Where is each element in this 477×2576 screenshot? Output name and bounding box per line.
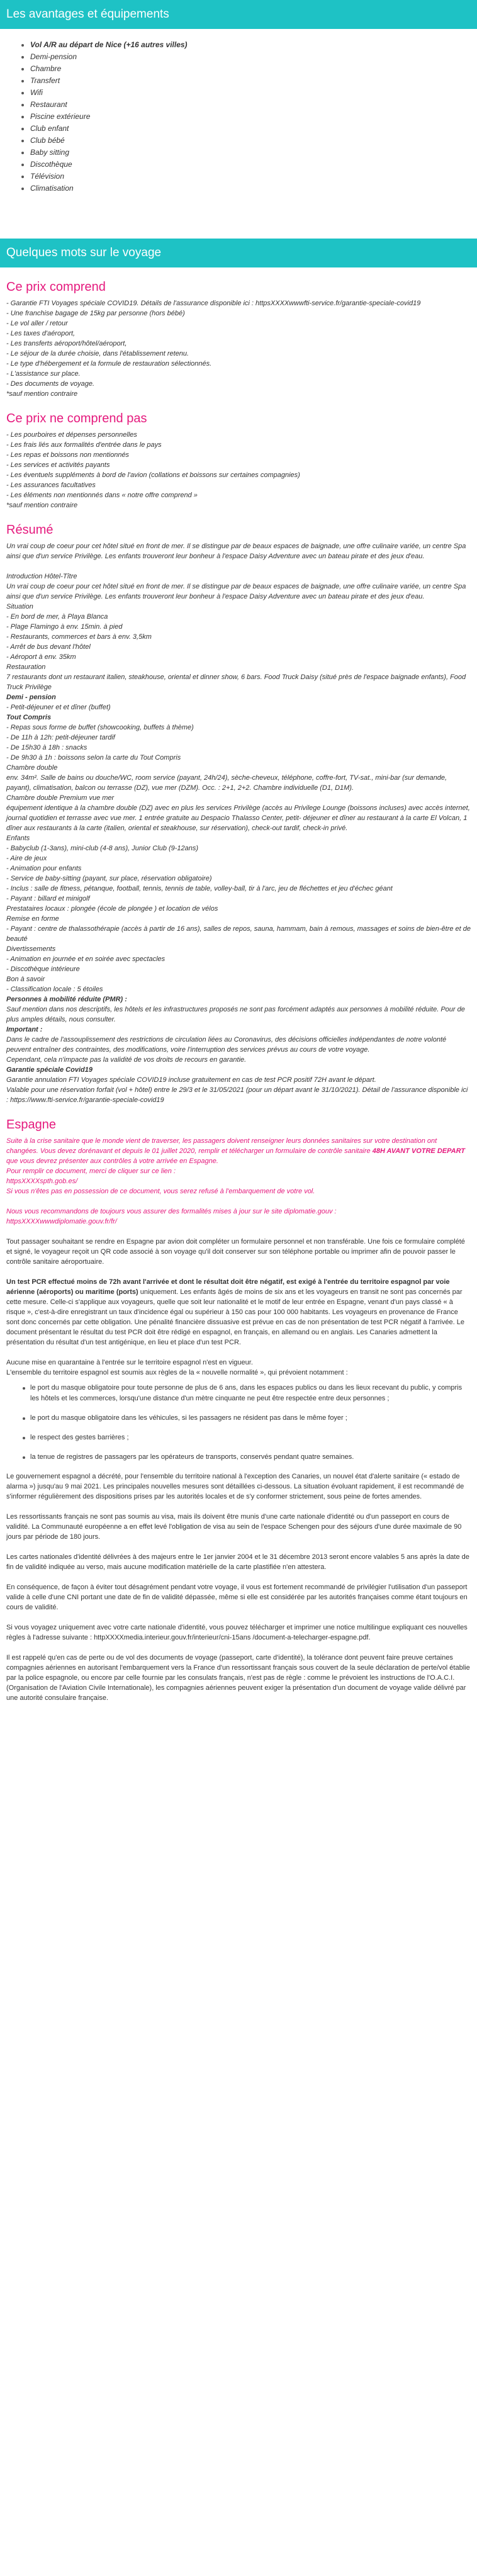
detail-line: Sauf mention dans nos descriptifs, les hôtels et les infrastructures proposés ne sont pas forcément adaptés aux personnes à mobilité réduite. Pour de plus amples détails, nous consulter. — [6, 1006, 465, 1023]
espagne-title: Espagne — [6, 1118, 56, 1132]
noncompris-item: - Les services et activités payants — [6, 461, 110, 469]
detail-line: - Babyclub (1-3ans), mini-club (4-8 ans), Junior Club (9-12ans) — [6, 845, 199, 852]
detail-line: 7 restaurants dont un restaurant italien, steakhouse, oriental et dinner show, 6 bars. Food Truck Daisy (situé près de l'espace baignade enfants), Food Truck Privilège — [6, 673, 466, 691]
espagne-p2-bold: Un test PCR effectué moins de 72h avant l'arrivée et dont le résultat doit être négatif, est exigé à l'entrée du territoire espagnol par voie aérienne (aéroports) ou maritime (ports) — [6, 1278, 450, 1296]
features-banner: Les avantages et équipements — [0, 0, 477, 29]
detail-line: - Classification locale : 5 étoiles — [6, 986, 103, 993]
detail-line: Un vrai coup de coeur pour cet hôtel situé en front de mer. Il se distingue par de beaux espaces de baignade, une offre culinaire variée, un centre Spa ainsi que d'un service Privilège. Les enfants trouveront leur bonheur à l'espace Daisy Adventure avec un bateau pirate et des jeux d'eau. — [6, 583, 466, 600]
detail-line: - De 9h30 à 1h : boissons selon la carte du Tout Compris — [6, 754, 181, 762]
espagne-alert: Suite à la crise sanitaire que le monde vient de traverser, les passagers doivent renseigner leurs données sanitaires sur votre destination ont changées. Vous devez dorénavant et depuis le 01 juillet 2020, remplir et télécharger un formulaire de contrôle sanitaire 48H AVANT VOTRE DEPART que vous devrez présenter aux contrôles à votre arrivée en Espagne. — [6, 1137, 466, 1165]
feature-item: Climatisation — [30, 183, 477, 194]
detail-line: - Payant : centre de thalassothérapie (accès à partir de 16 ans), salles de repos, sauna, hammam, bain à remous, massages et soins de bien-être et de beauté — [6, 925, 471, 943]
feature-item: Demi-pension — [30, 51, 477, 63]
detail-line: Introduction Hôtel-Tître — [6, 573, 77, 580]
feature-item: Club bébé — [30, 135, 477, 147]
compris-item: - Les taxes d'aéroport, — [6, 330, 76, 337]
rule-item: le port du masque obligatoire dans les véhicules, si les passagers ne résident pas dans le même foyer ; — [30, 1413, 471, 1424]
voyage-banner: Quelques mots sur le voyage — [0, 239, 477, 267]
noncompris-item: - Les assurances facultatives — [6, 481, 96, 489]
espagne-p9: Si vous voyagez uniquement avec votre carte nationale d'identité, vous pouvez télécharger et imprimer une notice multilingue expliquant ces nouvelles règles à l'adresse suivante : httpXXXXmedia.interieur.gouv.fr/interieur/cni-15ans /document-a-telecharger-espagne.pdf. — [6, 1624, 468, 1641]
compris-item: - Le vol aller / retour — [6, 320, 68, 327]
compris-title: Ce prix comprend — [6, 280, 106, 294]
feature-item: Club enfant — [30, 123, 477, 135]
feature-item: Restaurant — [30, 99, 477, 111]
feature-item: Transfert — [30, 75, 477, 87]
detail-line: Important : — [6, 1026, 43, 1033]
diplomatie-intro: Nous vous recommandons de toujours vous assurer des formalités mises à jour sur le site diplomatie.gouv : — [6, 1208, 337, 1215]
compris-item: - Des documents de voyage. — [6, 380, 95, 388]
noncompris-title: Ce prix ne comprend pas — [6, 412, 147, 425]
detail-line: équipement identique à la chambre double (DZ) avec en plus les services Privilège (accès au Privilege Lounge (boissons incluses) avec accès internet, journal quotidien et terrasse avec vue mer. 1 entrée gratuite au Despacio Thalasso Center, petit- déjeuner et dîner au restaurant à la carte El Volcan, 1 dîner aux restaurants à la carte (italien, oriental et steakhouse, sur réservation), check-out tardif, check-in privé. — [6, 804, 470, 832]
espagne-p7: Les cartes nationales d'identité délivrées à des majeurs entre le 1er janvier 2004 et le 31 décembre 2013 seront encore valables 5 ans après la date de fin de validité indiquée au verso, mais aucune modification matérielle de la carte plastifiée n'en attestera. — [6, 1553, 469, 1571]
espagne-p10: Il est rappelé qu'en cas de perte ou de vol des documents de voyage (passeport, carte d'identité), la tolérance dont peuvent faire preuve certaines compagnies aériennes en autorisant l'embarquement vers la France d'un ressortissant français sous couvert de la seule déclaration de perte/vol établie par la police espagnole, ou encore par celle fournie par les consulats français, n'est pas de règle : comme le prévoient les instructions de l'O.A.C.I. (Organisation de l'Aviation Civile Internationale), les compagnies aériennes peuvent exiger la présentation d'un document de voyage valide délivré par une autorité consulaire française. — [6, 1654, 470, 1702]
detail-line: Prestataires locaux : plongée (école de plongée ) et location de vélos — [6, 905, 218, 913]
features-section — [0, 29, 477, 201]
detail-line: - Aire de jeux — [6, 855, 47, 862]
compris-list — [6, 298, 471, 399]
detail-line: - De 11h à 12h: petit-déjeuner tardif — [6, 734, 115, 741]
compris-item: - Une franchise bagage de 15kg par personne (hors bébé) — [6, 310, 185, 317]
espagne-warning: Si vous n'êtes pas en possession de ce document, vous serez refusé à l'embarquement de votre vol. — [6, 1188, 315, 1195]
feature-item: Télévision — [30, 171, 477, 183]
noncompris-item: - Les pourboires et dépenses personnelles — [6, 431, 137, 439]
detail-line: Chambre double — [6, 764, 58, 772]
espagne-alert-bold: 48H AVANT VOTRE DEPART — [372, 1147, 466, 1155]
detail-line: Dans le cadre de l'assouplissement des restrictions de circulation liées au Coronavirus, des décisions officielles indépendantes de notre volonté peuvent entraîner des contraintes, des modifications, voire l'interruption des services prévus au cours de votre voyage. — [6, 1036, 447, 1054]
espagne-p5: Le gouvernement espagnol a décrété, pour l'ensemble du territoire national à l'exception des Canaries, un nouvel état d'alerte sanitaire (« estado de alarma ») jusqu'au 9 mai 2021. Les principales nouvelles mesures sont détaillées ci-dessous. La situation évoluant rapidement, il est recommandé de s'informer régulièrement des dispositions prises par les autorités locales et de s'y conformer strictement, sous peine de fortes amendes. — [6, 1473, 464, 1500]
detail-line: - De 15h30 à 18h : snacks — [6, 744, 87, 751]
detail-line: Garantie annulation FTI Voyages spéciale COVID19 incluse gratuitement en cas de test PCR positif 72H avant le départ. — [6, 1076, 376, 1084]
compris-item: - Garantie FTI Voyages spéciale COVID19. Détails de l'assurance disponible ici : httpsXXXXwwwfti-service.fr/garantie-speciale-covid19 — [6, 300, 421, 307]
detail-line: Tout Compris — [6, 714, 52, 721]
espagne-p3: Aucune mise en quarantaine à l'entrée sur le territoire espagnol n'est en vigueur. — [6, 1359, 253, 1366]
resume-text: Un vrai coup de coeur pour cet hôtel situé en front de mer. Il se distingue par de beaux espaces de baignade, une offre culinaire variée, un centre Spa ainsi que d'un service Privilège. Les enfants trouveront leur bonheur à l'espace Daisy Adventure avec un bateau pirate et des jeux d'eau. — [6, 543, 466, 560]
detail-line: - Restaurants, commerces et bars à env. 3,5km — [6, 633, 152, 641]
compris-item: - Les transferts aéroport/hôtel/aéroport, — [6, 340, 127, 347]
voyage-section — [0, 280, 477, 1703]
details-list — [6, 571, 471, 1105]
detail-line: - Animation en journée et en soirée avec spectacles — [6, 955, 166, 963]
compris-item: - L'assistance sur place. — [6, 370, 81, 378]
detail-line: - Arrêt de bus devant l'hôtel — [6, 643, 91, 651]
detail-line: - Service de baby-sitting (payant, sur place, réservation obligatoire) — [6, 875, 212, 882]
diplomatie-link[interactable]: httpsXXXXwwwdiplomatie.gouv.fr/fr/ — [6, 1218, 117, 1225]
detail-line: Restauration — [6, 663, 46, 671]
noncompris-item: - Les éventuels suppléments à bord de l'avion (collations et boissons sur certaines compagnies) — [6, 471, 300, 479]
detail-line: - Petit-déjeuner et et dîner (buffet) — [6, 704, 111, 711]
rule-item: la tenue de registres de passagers par les opérateurs de transports, conservés pendant quatre semaines. — [30, 1452, 471, 1463]
feature-item: Wifi — [30, 87, 477, 99]
detail-line: Bon à savoir — [6, 976, 45, 983]
detail-line: Remise en forme — [6, 915, 59, 923]
noncompris-item: *sauf mention contraire — [6, 502, 78, 509]
feature-item: Piscine extérieure — [30, 111, 477, 123]
detail-line: env. 34m². Salle de bains ou douche/WC, room service (payant, 24h/24), sèche-cheveux, téléphone, coffre-fort, TV-sat., mini-bar (sur demande, payant), climatisation, balcon ou terrasse (DZ), vue mer (DZM). Occ. : 2+1, 2+2. Chambre individuelle (D1, D1M). — [6, 774, 447, 792]
compris-item: - Le séjour de la durée choisie, dans l'établissement retenu. — [6, 350, 189, 357]
detail-line: Demi - pension — [6, 694, 56, 701]
detail-line: - En bord de mer, à Playa Blanca — [6, 613, 108, 621]
feature-item: Baby sitting — [30, 147, 477, 159]
espagne-link-intro: Pour remplir ce document, merci de cliquer sur ce lien : — [6, 1167, 176, 1175]
noncompris-list — [6, 430, 471, 510]
detail-line: - Plage Flamingo à env. 15min. à pied — [6, 623, 123, 631]
espagne-link[interactable]: httpsXXXXspth.gob.es/ — [6, 1178, 78, 1185]
detail-line: - Aéroport à env. 35km — [6, 653, 76, 661]
detail-line: Cependant, cela n'impacte pas la validité de vos droits de recours en garantie. — [6, 1056, 247, 1064]
espagne-p1: Tout passager souhaitant se rendre en Espagne par avion doit compléter un formulaire personnel et non transférable. Une fois ce formulaire complété et signé, le voyageur reçoit un QR code associé à son voyage qu'il doit conserver sur son téléphone portable ou imprimer afin de pouvoir passer le contrôle sanitaire aéroportuaire. — [6, 1238, 465, 1266]
espagne-p2: Un test PCR effectué moins de 72h avant l'arrivée et dont le résultat doit être négatif, est exigé à l'entrée du territoire espagnol par voie aérienne (aéroports) ou maritime (ports) uniquement. Les enfants âgés de moins de six ans et les voyageurs en transit ne sont pas concernés par cette mesure. Celle-ci s'applique aux voyageurs, quelle que soit leur nationalité et le motif de leur entrée en Espagne, venant d'un pays classé « à risque », c'est-à-dire enregistrant un taux d'incidence égal ou supérieur à 150 cas pour 100 000 habitants. Les voyageurs en provenance de France sont donc concernés par cette obligation. Une pénalité financière dissuasive est prévue en cas de non présentation de test PCR négatif à l'arrivée. Le document présentant le résultat du test PCR doit être rédigé en espagnol, en français, en allemand ou en anglais. Les Canaries admettent la présentation du résultat d'un test antigénique, en lieu et place d'un test PCR. — [6, 1278, 464, 1346]
detail-line: - Discothèque intérieure — [6, 965, 80, 973]
detail-line: Divertissements — [6, 945, 56, 953]
detail-line: - Inclus : salle de fitness, pétanque, football, tennis, tennis de table, volley-ball, tir à l'arc, jeu de fléchettes et jeu d'échec géant — [6, 885, 393, 892]
detail-line: - Animation pour enfants — [6, 865, 82, 872]
rule-item: le respect des gestes barrières ; — [30, 1432, 471, 1443]
feature-item: Chambre — [30, 63, 477, 75]
detail-line: Personnes à mobilité réduite (PMR) : — [6, 996, 127, 1003]
feature-item: Vol A/R au départ de Nice (+16 autres villes) — [30, 39, 477, 51]
detail-line: Enfants — [6, 835, 30, 842]
espagne-p6: Les ressortissants français ne sont pas soumis au visa, mais ils doivent être munis d'une carte nationale d'identité ou d'un passeport en cours de validité. La Communauté européenne a en effet levé l'obligation de visa au sein de l'espace Schengen pour des séjours d'une durée maximale de 90 jours par période de 180 jours. — [6, 1513, 462, 1541]
rule-item: le port du masque obligatoire pour toute personne de plus de 6 ans, dans les espaces publics ou dans les lieux recevant du public, y compris les hôtels et les commerces, lorsqu'une distance d'un mètre cinquante ne peut être respectée entre deux personnes ; — [30, 1383, 471, 1404]
detail-line: - Repas sous forme de buffet (showcooking, buffets à thème) — [6, 724, 194, 731]
detail-line: - Payant : billard et minigolf — [6, 895, 90, 903]
detail-line: Valable pour une réservation forfait (vol + hôtel) entre le 29/3 et le 31/05/2021 (pour un départ avant le 31/10/2021). Détail de l'assurance disponible ici : https://www.fti-service.fr/garantie-speciale-covid19 — [6, 1086, 468, 1104]
features-list — [0, 39, 477, 194]
espagne-p8: En conséquence, de façon à éviter tout désagrément pendant votre voyage, il vous est fortement recommandé de privilégier l'utilisation d'un passeport valide à celle d'une CNI portant une date de fin de validité dépassée, même si elle est considérée par les autorités françaises comme étant toujours en cours de validité. — [6, 1583, 468, 1611]
noncompris-item: - Les repas et boissons non mentionnés — [6, 451, 130, 459]
compris-item: *sauf mention contraire — [6, 390, 78, 398]
noncompris-item: - Les frais liés aux formalités d'entrée dans le pays — [6, 441, 162, 449]
detail-line: Chambre double Premium vue mer — [6, 794, 115, 802]
noncompris-item: - Les éléments non mentionnés dans « notre offre comprend » — [6, 492, 198, 499]
espagne-bullets — [6, 1383, 471, 1463]
detail-line: Situation — [6, 603, 33, 610]
detail-line: Garantie spéciale Covid19 — [6, 1066, 93, 1074]
espagne-p4: L'ensemble du territoire espagnol est soumis aux règles de la « nouvelle normalité », qui prévoient notamment : — [6, 1369, 348, 1376]
compris-item: - Le type d'hébergement et la formule de restauration sélectionnés. — [6, 360, 212, 368]
feature-item: Discothèque — [30, 159, 477, 171]
resume-title: Résumé — [6, 523, 53, 537]
